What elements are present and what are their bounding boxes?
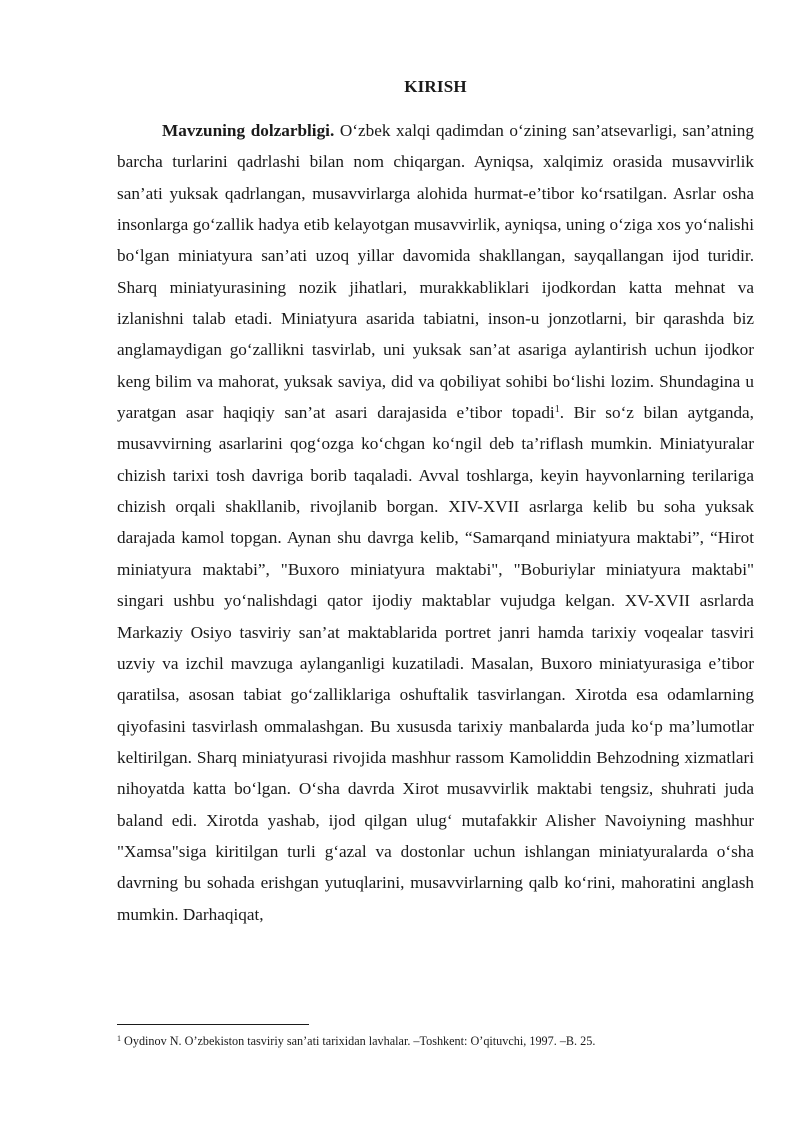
- paragraph-text-part-1: O‘zbek xalqi qadimdan o‘zining san’atsevarligi, san’atning barcha turlarini qadrlashi bilan nom chiqargan. Ayniqsa, xalqimiz orasida musavvirlik san’ati yuksak qadrlangan, musavvirlarga alohida hurmat-e’tibor ko‘rsatilgan. Asrlar osha insonlarga go‘zallik hadya etib kelayotgan musavvirlik, ayniqsa, uning o‘ziga xos yo‘nalishi bo‘lgan miniatyura san’ati uzoq yillar davomida shakllangan, sayqallangan ijod turidir. Sharq miniatyurasining nozik jihatlari, murakkabliklari ijodkordan katta mehnat va izlanishni talab etadi. Miniatyura asarida tabiatni, inson-u jonzotlarni, bir qarashda biz anglamaydigan go‘zallikni tasvirlab, uni yuksak san’at asariga aylantirish uchun ijodkor keng bilim va mahorat, yuksak saviya, did va qobiliyat sohibi bo‘lishi lozim. Shundagina u yaratgan asar haqiqiy san’at asari darajasida e’tibor topadi: [117, 121, 754, 423]
- paragraph-text-part-2: . Bir so‘z bilan aytganda, musavvirning asarlarini qog‘ozga ko‘chgan ko‘ngil deb ta’riflash mumkin. Miniatyuralar chizish tarixi tosh davriga borib taqaladi. Avval toshlarga, keyin hayvonlarning terilariga chizish orqali shakllanib, rivojlanib borgan. XIV-XVII asrlarga kelib bu soha yuksak darajada kamol topgan. Aynan shu davrga kelib, “Samarqand miniatyura maktabi”, “Hirot miniatyura maktabi”, "Buxoro miniatyura maktabi", "Boburiylar miniatyura maktabi" singari ushbu yo‘nalishdagi qator ijodiy maktablar vujudga kelgan. XV-XVII asrlarda Markaziy Osiyo tasviriy san’at maktablarida portret janri hamda tarixiy voqealar tasviri uzviy va izchil mavzuga aylanganligi kuzatiladi. Masalan, Buxoro miniatyurasiga e’tibor qaratilsa, asosan tabiat go‘zalliklariga oshuftalik tasvirlangan. Xirotda esa odamlarning qiyofasini tasvirlash ommalashgan. Bu xususda tarixiy manbalarda juda ko‘p ma’lumotlar keltirilgan. Sharq miniatyurasi rivojida mashhur rassom Kamoliddin Behzodning xizmatlari nihoyatda katta bo‘lgan. O‘sha davrda Xirot musavvirlik maktabi tengsiz, shuhrati juda baland edi. Xirotda yashab, ijod qilgan ulug‘ mutafakkir Alisher Navoiyning mashhur "Xamsa"siga kiritilgan turli g‘azal va dostonlar uchun ishlangan miniatyuralarda o‘sha davrning bu sohada erishgan yutuqlarini, musavvirlarning qalb ko‘rini, mahoratini anglash mumkin. Darhaqiqat,: [117, 403, 754, 924]
- paragraph-lead-heading: Mavzuning dolzarbligi.: [162, 121, 335, 140]
- footnote-number: 1: [117, 1034, 121, 1043]
- intro-paragraph: [117, 115, 754, 930]
- document-page: [117, 0, 754, 1131]
- section-title: KIRISH: [404, 77, 467, 96]
- footnote-reference[interactable]: 1: [554, 404, 560, 416]
- footnote-separator: [117, 1024, 309, 1025]
- footnote-text: Oydinov N. O’zbekiston tasviriy san’ati tarixidan lavhalar. –Toshkent: O’qituvchi, 1997. –B. 25.: [121, 1034, 596, 1048]
- footnote: [117, 1033, 754, 1049]
